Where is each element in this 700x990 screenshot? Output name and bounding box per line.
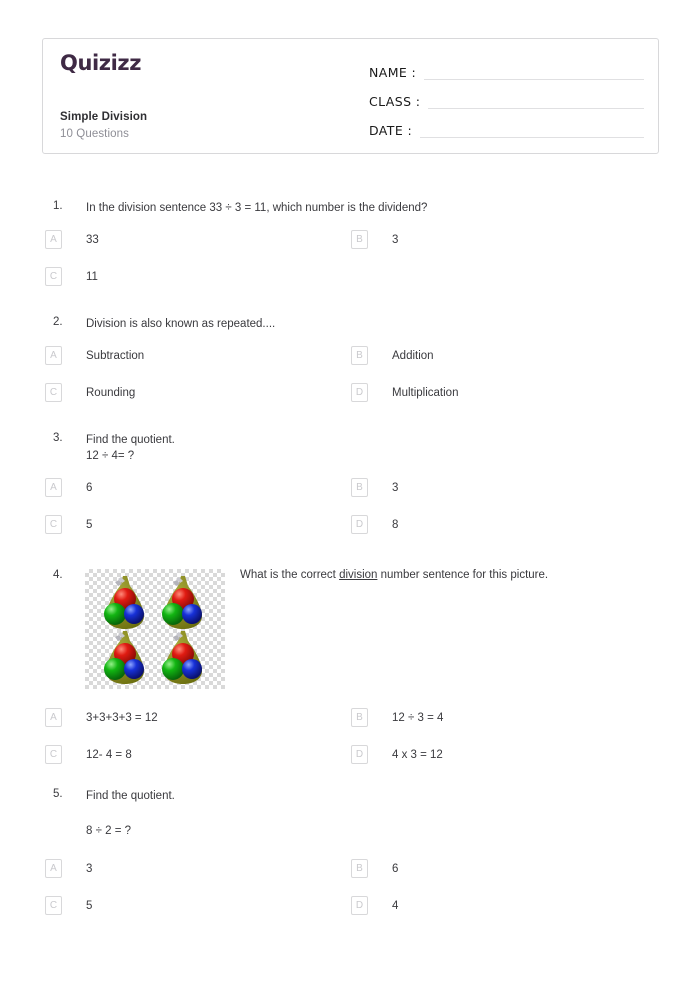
- option-label: 3+3+3+3 = 12: [86, 711, 158, 724]
- option-b[interactable]: [351, 230, 398, 249]
- question-heading: [0, 200, 700, 216]
- options-row: [0, 708, 700, 745]
- question-number: 3.: [53, 432, 63, 444]
- option-letter-badge: C: [45, 515, 62, 534]
- date-field-label: DATE :: [369, 123, 413, 138]
- options-row: [0, 515, 700, 552]
- options-row: [0, 346, 700, 383]
- question-text: Find the quotient.: [86, 790, 175, 802]
- option-label: 11: [86, 270, 98, 283]
- question-expression: 12 ÷ 4= ?: [86, 450, 135, 462]
- option-label: 12- 4 = 8: [86, 748, 132, 761]
- option-letter-badge: D: [351, 896, 368, 915]
- option-letter-badge: B: [351, 230, 368, 249]
- option-letter-badge: B: [351, 346, 368, 365]
- class-field-label: CLASS :: [369, 94, 421, 109]
- class-field-input-line[interactable]: [428, 108, 644, 109]
- option-label: 33: [86, 233, 99, 246]
- question-text-underlined: division: [339, 569, 378, 581]
- option-letter-badge: C: [45, 745, 62, 764]
- question-heading: [0, 788, 700, 839]
- option-letter-badge: D: [351, 515, 368, 534]
- options-row: [0, 896, 700, 933]
- question-block: [0, 316, 700, 420]
- name-field-row: [369, 53, 644, 82]
- option-d[interactable]: [351, 383, 458, 402]
- date-field-row: [369, 111, 644, 140]
- question-heading-with-image: [0, 564, 700, 690]
- option-a[interactable]: [45, 708, 158, 727]
- option-label: 6: [86, 481, 93, 494]
- option-letter-badge: A: [45, 230, 62, 249]
- worksheet-header-card: [42, 38, 659, 154]
- quiz-title: Simple Division: [60, 111, 148, 123]
- option-label: 3: [392, 233, 399, 246]
- questions-list: [0, 200, 700, 933]
- question-heading: [0, 316, 700, 332]
- option-b[interactable]: [351, 346, 434, 365]
- option-label: 12 ÷ 3 = 4: [392, 711, 444, 724]
- question-number: 5.: [53, 788, 63, 800]
- option-letter-badge: A: [45, 478, 62, 497]
- question-text: Find the quotient.: [86, 434, 175, 446]
- options-row: [0, 745, 700, 782]
- question-number: 2.: [53, 316, 63, 328]
- option-letter-badge: A: [45, 346, 62, 365]
- option-letter-badge: D: [351, 745, 368, 764]
- name-field-input-line[interactable]: [424, 79, 644, 80]
- student-info-fields: [361, 39, 658, 153]
- option-label: Addition: [392, 349, 434, 362]
- question-expression: 8 ÷ 2 = ?: [86, 825, 131, 837]
- option-letter-badge: D: [351, 383, 368, 402]
- option-label: 3: [392, 481, 399, 494]
- option-d[interactable]: [351, 745, 443, 764]
- option-d[interactable]: [351, 515, 398, 534]
- option-c[interactable]: [45, 515, 92, 534]
- option-label: 8: [392, 518, 399, 531]
- option-label: 4 x 3 = 12: [392, 748, 443, 761]
- option-label: Rounding: [86, 386, 136, 399]
- option-letter-badge: B: [351, 859, 368, 878]
- options-row: [0, 230, 700, 267]
- options-row: [0, 478, 700, 515]
- option-c[interactable]: [45, 383, 135, 402]
- option-label: Multiplication: [392, 386, 459, 399]
- option-letter-badge: C: [45, 267, 62, 286]
- option-a[interactable]: [45, 346, 144, 365]
- question-number: 4.: [53, 569, 63, 581]
- option-c[interactable]: [45, 267, 98, 286]
- option-b[interactable]: [351, 859, 398, 878]
- option-a[interactable]: [45, 478, 92, 497]
- quiz-question-count: 10 Questions: [60, 128, 129, 140]
- option-d[interactable]: [351, 896, 398, 915]
- name-field-label: NAME :: [369, 65, 417, 80]
- date-field-input-line[interactable]: [420, 137, 644, 138]
- class-field-row: [369, 82, 644, 111]
- option-c[interactable]: [45, 745, 132, 764]
- option-letter-badge: B: [351, 478, 368, 497]
- question-heading: [0, 432, 700, 464]
- option-label: 5: [86, 518, 93, 531]
- question-text: In the division sentence 33 ÷ 3 = 11, which number is the dividend?: [86, 202, 428, 214]
- question-text: Division is also known as repeated....: [86, 318, 276, 330]
- options-row: [0, 383, 700, 420]
- option-label: Subtraction: [86, 349, 145, 362]
- option-letter-badge: C: [45, 896, 62, 915]
- options-group: [0, 478, 700, 552]
- question-block: [0, 200, 700, 304]
- header-brand-section: [43, 39, 361, 153]
- question-block: [0, 564, 700, 782]
- options-row: [0, 859, 700, 896]
- option-b[interactable]: [351, 708, 443, 727]
- options-group: [0, 859, 700, 933]
- quizizz-logo: Quizizz: [60, 51, 142, 75]
- option-label: 5: [86, 899, 93, 912]
- option-label: 6: [392, 862, 399, 875]
- option-letter-badge: A: [45, 859, 62, 878]
- options-group: [0, 708, 700, 782]
- question-block: [0, 432, 700, 552]
- option-letter-badge: B: [351, 708, 368, 727]
- option-label: 3: [86, 862, 93, 875]
- options-row: [0, 267, 700, 304]
- option-c[interactable]: [45, 896, 92, 915]
- option-b[interactable]: [351, 478, 398, 497]
- option-a[interactable]: [45, 230, 99, 249]
- question-text: [240, 564, 675, 583]
- option-a[interactable]: [45, 859, 92, 878]
- options-group: [0, 346, 700, 420]
- bags-illustration: [85, 569, 225, 689]
- options-group: [0, 230, 700, 304]
- question-text-part-1: What is the correct: [240, 569, 340, 581]
- question-image-bags-of-balloons: [85, 569, 225, 689]
- question-number: 1.: [53, 200, 63, 212]
- question-block: [0, 788, 700, 933]
- option-letter-badge: C: [45, 383, 62, 402]
- question-text-part-2: number sentence for this picture.: [377, 569, 549, 581]
- option-letter-badge: A: [45, 708, 62, 727]
- option-label: 4: [392, 899, 399, 912]
